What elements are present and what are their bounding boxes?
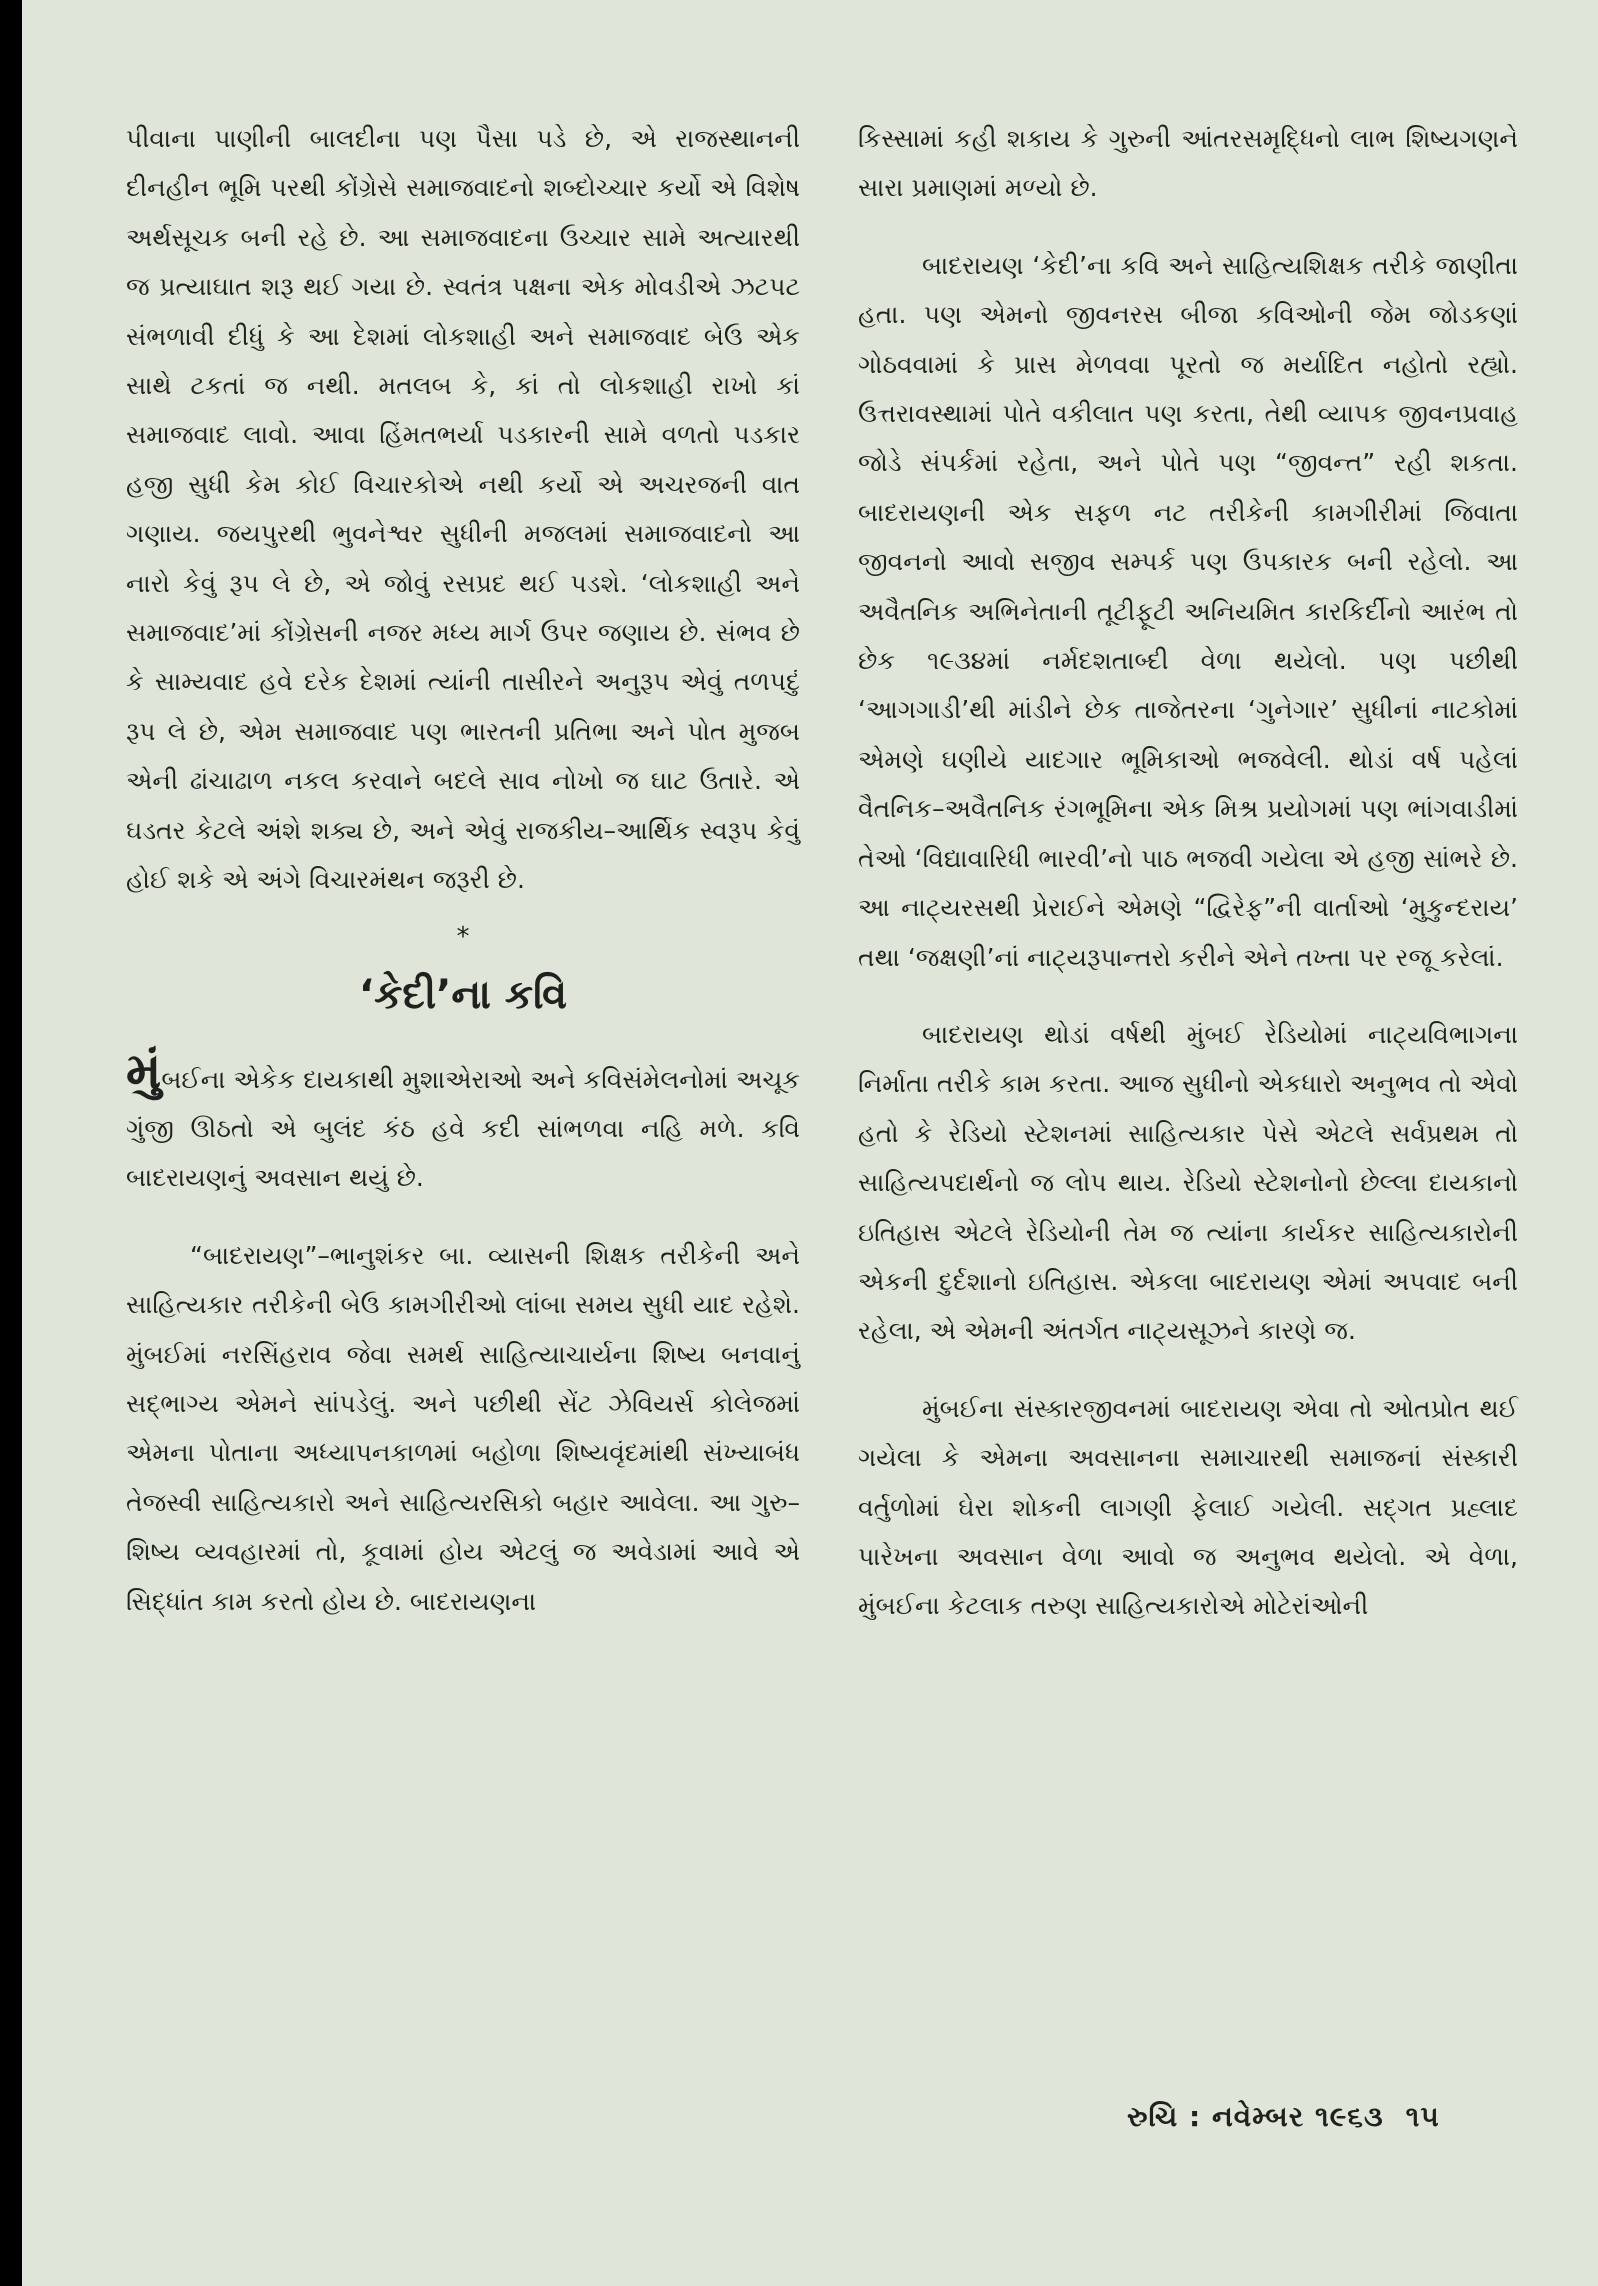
page-footer [1127, 2100, 1440, 2134]
dropcap: મું [126, 1041, 162, 1100]
intro-paragraph: પીવાના પાણીની બાલદીના પણ પૈસા પડે છે, એ રાજસ્થાનની દીનહીન ભૂમિ પરથી કોંગ્રેસે સમાજવાદનો શબ્દોચ્ચાર કર્યો એ વિશેષ અર્થસૂચક બની રહે છે. આ સમાજવાદના ઉચ્ચાર સામે અત્યારથી જ પ્રત્યાઘાત શરૂ થઈ ગયા છે. સ્વતંત્ર પક્ષના એક મોવડીએ ઝટપટ સંભળાવી દીધું કે આ દેશમાં લોકશાહી અને સમાજવાદ બેઉ એક સાથે ટકતાં જ નથી. મતલબ કે, કાં તો લોકશાહી રાખો કાં સમાજવાદ લાવો. આવા હિંમતભર્યા પડકારની સામે વળતો પડકાર હજી સુધી કેમ કોઈ વિચારકોએ નથી કર્યો એ અચરજની વાત ગણાય. જયપુરથી ભુવનેશ્વર સુધીની મજલમાં સમાજવાદનો આ નારો કેવું રૂપ લે છે, એ જોવું રસપ્રદ થઈ પડશે. ‘લોકશાહી અને સમાજવાદ’માં કોંગ્રેસની નજર મધ્ય માર્ગ ઉપર જણાય છે. સંભવ છે કે સામ્યવાદ હવે દરેક દેશમાં ત્યાંની તાસીરને અનુરૂપ એવું તળપદું રૂપ લે છે, એમ સમાજવાદ પણ ભારતની પ્રતિભા અને પોત મુજબ એની ઢાંચાઢાળ નકલ કરવાને બદલે સાવ નોખો જ ઘાટ ઉતારે. એ ઘડતર કેટલે અંશે શક્ય છે, અને એવું રાજકીય–આર્થિક સ્વરૂપ કેવું હોઈ શકે એ અંગે વિચારમંથન જરૂરી છે. [126, 124, 800, 895]
page-number: ૧૫ [1405, 2100, 1440, 2133]
magazine-issue-label: રુચિ : નવેમ્બર ૧૯૬૩ [1127, 2100, 1384, 2133]
right-paragraph-4: મુંબઈના સંસ્કારજીવનમાં બાદરાયણ એવા તો ઓતપ્રોત થઈ ગયેલા કે એમના અવસાનના સમાચારથી સમાજનાં સંસ્કારી વર્તુળોમાં ઘેરા શોકની લાગણી ફેલાઈ ગયેલી. સદ્ગત પ્રહ્લાદ પારેખના અવસાન વેળા આવો જ અનુભવ થયેલો. એ વેળા, મુંબઈના કેટલાક તરુણ સાહિત્યકારોએ મોટેરાંઓની [858, 1393, 1518, 1621]
section-paragraph-first [126, 1041, 800, 1203]
right-paragraph-3: બાદરાયણ થોડાં વર્ષથી મુંબઈ રેડિયોમાં નાટ્યવિભાગના નિર્માતા તરીકે કામ કરતા. આજ સુધીનો એકધારો અનુભવ તો એવો હતો કે રેડિયો સ્ટેશનમાં સાહિત્યકાર પેસે એટલે સર્વપ્રથમ તો સાહિત્યપદાર્થનો જ લોપ થાય. રેડિયો સ્ટેશનોનો છેલ્લા દાયકાનો ઇતિહાસ એટલે રેડિયોની તેમ જ ત્યાંના કાર્યકર સાહિત્યકારોની એકની દુર્દશાનો ઇતિહાસ. એકલા બાદરાયણ એમાં અપવાદ બની રહેલા, એ એમની અંતર્ગત નાટ્યસૂઝને કારણે જ. [858, 1019, 1518, 1346]
magazine-page [22, 0, 1598, 2286]
section-title: ‘કેદી’ના કવિ [358, 971, 568, 1018]
section-paragraph-first-text: બઈના એકેક દાયકાથી મુશાએરાઓ અને કવિસંમેલનોમાં અચૂક ગુંજી ઊઠતો એ બુલંદ કંઠ હવે કદી સાંભળવા નહિ મળે. કવિ બાદરાયણનું અવસાન થયું છે. [126, 1064, 800, 1193]
section-separator: * [456, 921, 470, 952]
right-paragraph-2: બાદરાયણ ‘કેદી’ના કવિ અને સાહિત્યશિક્ષક તરીકે જાણીતા હતા. પણ એમનો જીવનરસ બીજા કવિઓની જેમ જોડકણાં ગોઠવવામાં કે પ્રાસ મેળવવા પૂરતો જ મર્યાદિત નહોતો રહ્યો. ઉત્તરાવસ્થામાં પોતે વકીલાત પણ કરતા, તેથી વ્યાપક જીવનપ્રવાહ જોડે સંપર્કમાં રહેતા, અને પોતે પણ “જીવન્ત” રહી શકતા. બાદરાયણની એક સફળ નટ તરીકેની કામગીરીમાં જિવાતા જીવનનો આવો સજીવ સમ્પર્ક પણ ઉપકારક બની રહેલો. આ અવૈતનિક અભિનેતાની તૂટીફૂટી અનિયમિત કારકિર્દીનો આરંભ તો છેક ૧૯૩૪માં નર્મદશતાબ્દી વેળા થયેલો. પણ પછીથી ‘આગગાડી’થી માંડીને છેક તાજેતરના ‘ગુનેગાર’ સુધીનાં નાટકોમાં એમણે ઘણીયે યાદગાર ભૂમિકાઓ ભજવેલી. થોડાં વર્ષ પહેલાં વૈતનિક–અવૈતનિક રંગભૂમિના એક મિશ્ર પ્રયોગમાં પણ ભાંગવાડીમાં તેઓ ‘વિદ્યાવારિધી ભારવી’નો પાઠ ભજવી ગયેલા એ હજી સાંભરે છે. આ નાટ્યરસથી પ્રેરાઈને એમણે “દ્વિરેફ”ની વાર્તાઓ ‘મુકુન્દરાય’ તથા ‘જક્ષણી’નાં નાટ્યરૂપાન્તરો કરીને એને તખ્તા પર રજૂ કરેલાં. [858, 250, 1518, 972]
left-column [126, 114, 800, 1626]
section-paragraph-second: “બાદરાયણ”–ભાનુશંકર બા. વ્યાસની શિક્ષક તરીકેની અને સાહિત્યકાર તરીકેની બેઉ કામગીરીઓ લાંબા સમય સુધી યાદ રહેશે. મુંબઈમાં નરસિંહરાવ જેવા સમર્થ સાહિત્યાચાર્યના શિષ્ય બનવાનું સદ્ભાગ્ય એમને સાંપડેલું. અને પછીથી સેંટ ઝેવિયર્સ કોલેજમાં એમના પોતાના અધ્યાપનકાળમાં બહોળા શિષ્યવૃંદમાંથી સંખ્યાબંધ તેજસ્વી સાહિત્યકારો અને સાહિત્યરસિકો બહાર આવેલા. આ ગુરુ–શિષ્ય વ્યવહારમાં તો, કૂવામાં હોય એટલું જ અવેડામાં આવે એ સિદ્ધાંત કામ કરતો હોય છે. બાદરાયણના [126, 1240, 800, 1616]
right-paragraph-1: કિસ્સામાં કહી શકાય કે ગુરુની આંતરસમૃદ્ધિનો લાભ શિષ્યગણને સારા પ્રમાણમાં મળ્યો છે. [858, 124, 1518, 203]
right-column [858, 114, 1518, 1631]
